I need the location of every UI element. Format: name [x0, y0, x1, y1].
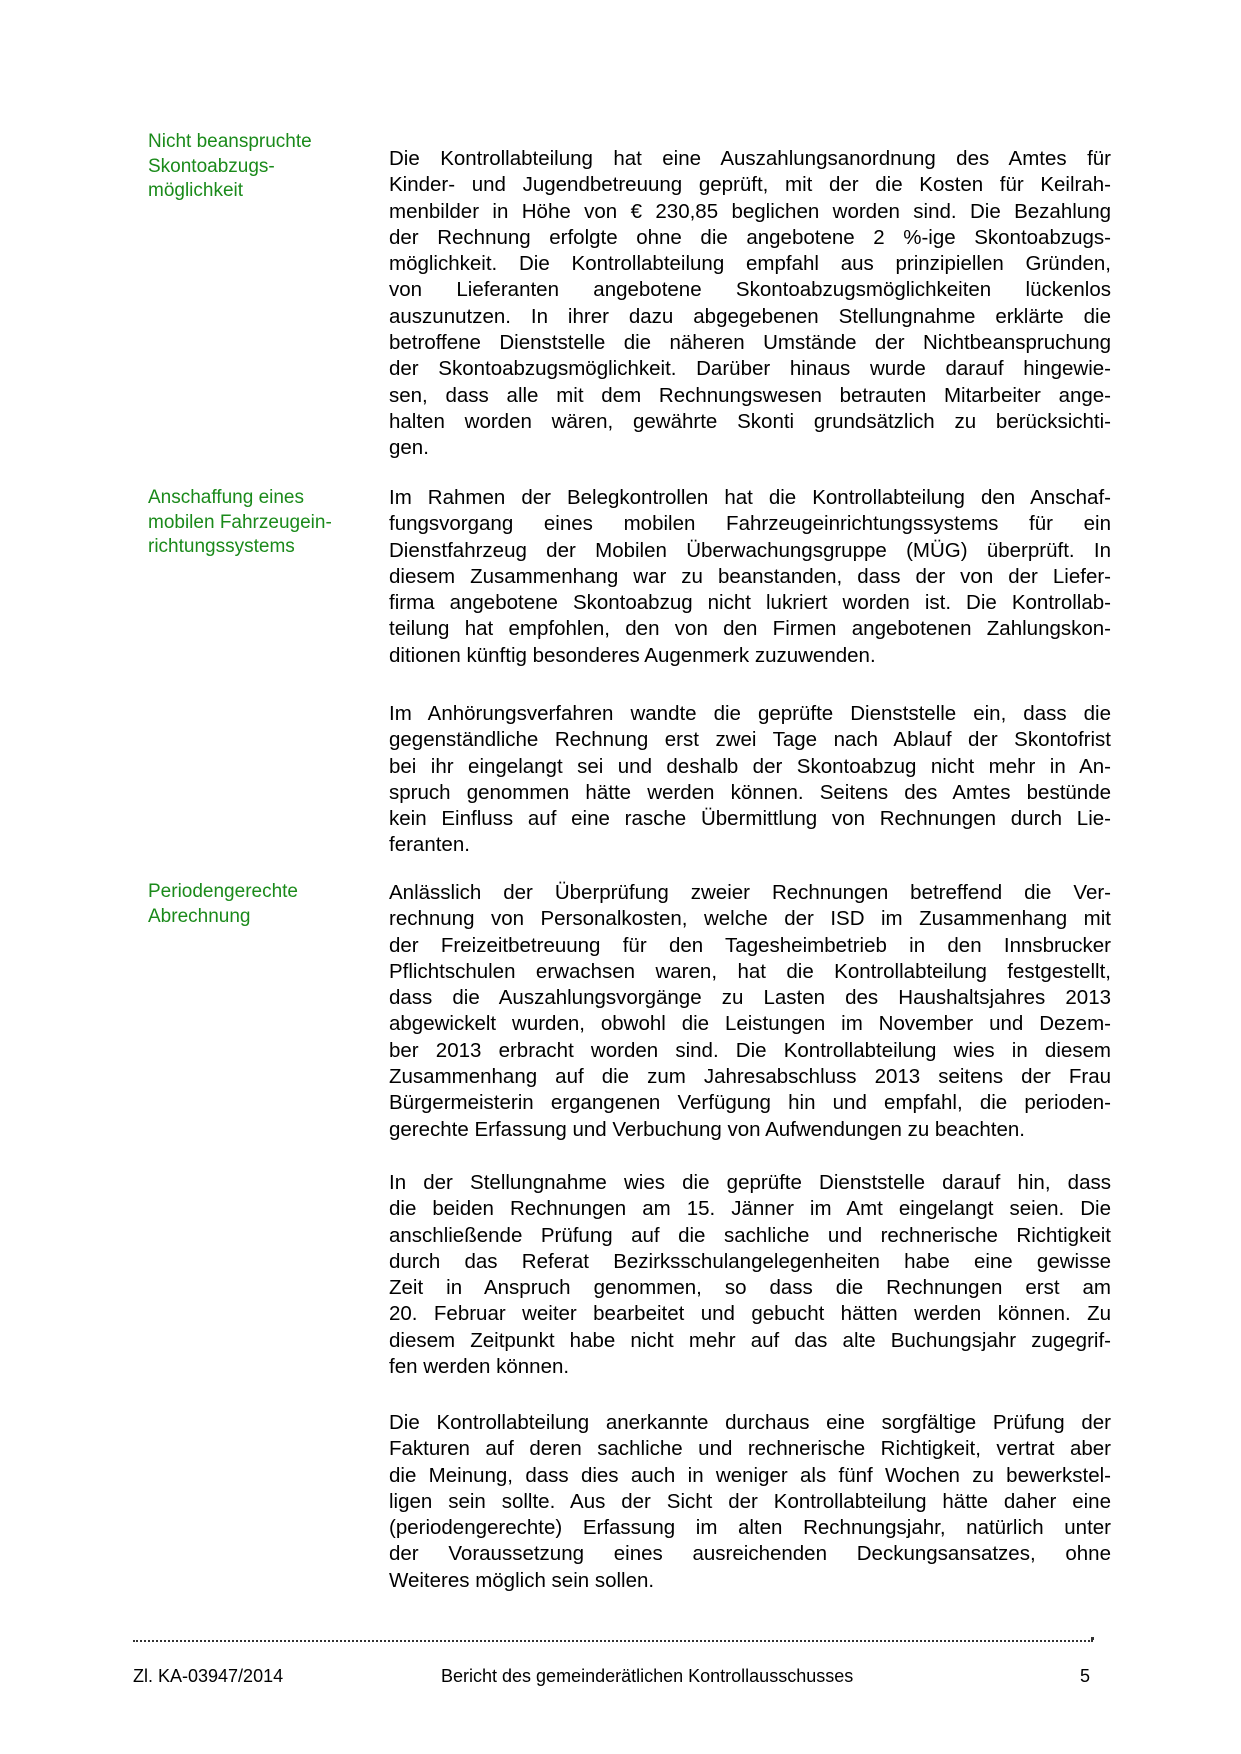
- footer-title: Bericht des gemeinderätlichen Kontrollausschusses: [441, 1666, 854, 1686]
- text-line: der Freizeitbetreuung für den Tagesheimbetrieb in den Innsbrucker: [389, 933, 1111, 957]
- margin-note-line: richtungssystems: [148, 536, 295, 557]
- text-line: fungsvorgang eines mobilen Fahrzeugeinrichtungssystems für ein: [389, 512, 1111, 536]
- paragraph-skonto: [389, 146, 1111, 462]
- paragraph-fahrzeug-1: [389, 485, 1111, 669]
- text-line: ligen sein sollte. Aus der Sicht der Kontrollabteilung hätte daher eine: [389, 1489, 1111, 1513]
- text-line: der Voraussetzung eines ausreichenden Deckungsansatzes, ohne: [389, 1542, 1111, 1566]
- text-line: Kinder- und Jugendbetreuung geprüft, mit der die Kosten für Keilrah-: [389, 173, 1111, 197]
- text-line: fen werden können.: [389, 1355, 570, 1379]
- margin-note-line: Periodengerechte: [148, 881, 298, 902]
- text-line: Pflichtschulen erwachsen waren, hat die Kontrollabteilung festgestellt,: [389, 959, 1111, 983]
- text-line: gen.: [389, 436, 429, 460]
- text-line: betroffene Dienststelle die näheren Umstände der Nichtbeanspruchung: [389, 331, 1111, 355]
- text-line: die Meinung, dass dies auch in weniger als fünf Wochen zu bewerkstel-: [389, 1463, 1111, 1487]
- text-line: diesem Zusammenhang war zu beanstanden, dass der von der Liefer-: [389, 564, 1111, 588]
- text-line: Die Kontrollabteilung anerkannte durchaus eine sorgfältige Prüfung der: [389, 1411, 1111, 1434]
- margin-note-line: mobilen Fahrzeugein-: [148, 511, 332, 533]
- text-line: ditionen künftig besonderes Augenmerk zuzuwenden.: [389, 643, 876, 667]
- text-line: Bürgermeisterin ergangenen Verfügung hin und empfahl, die perioden-: [389, 1091, 1111, 1115]
- text-line: der Rechnung erfolgte ohne die angebotene 2 %-ige Skontoabzugs-: [389, 225, 1111, 249]
- text-line: Zusammenhang auf die zum Jahresabschluss 2013 seitens der Frau: [389, 1065, 1111, 1089]
- text-line: Weiteres möglich sein sollen.: [389, 1568, 655, 1592]
- paragraph-fahrzeug-2: [389, 701, 1111, 859]
- text-line: von Lieferanten angebotene Skontoabzugsmöglichkeiten lückenlos: [389, 278, 1111, 302]
- footer-rule-end-dot: [1091, 1637, 1094, 1640]
- margin-note-line: Anschaffung eines: [148, 487, 304, 508]
- text-line: gegenständliche Rechnung erst zwei Tage nach Ablauf der Skontofrist: [389, 728, 1111, 752]
- text-line: auszunutzen. In ihrer dazu abgegebenen Stellungnahme erklärte die: [389, 304, 1111, 328]
- text-line: Anlässlich der Überprüfung zweier Rechnungen betreffend die Ver-: [389, 881, 1111, 904]
- margin-note-periodengerecht: [148, 880, 358, 929]
- paragraph-periodengerecht-3: [389, 1410, 1111, 1594]
- text-line: diesem Zeitpunkt habe nicht mehr auf das alte Buchungsjahr zugegrif-: [389, 1328, 1111, 1352]
- text-line: rechnung von Personalkosten, welche der ISD im Zusammenhang mit: [389, 907, 1111, 931]
- margin-note-line: Abrechnung: [148, 905, 251, 927]
- text-line: teilung hat empfohlen, den von den Firmen angebotenen Zahlungskon-: [389, 617, 1111, 641]
- text-line: Im Rahmen der Belegkontrollen hat die Kontrollabteilung den Anschaf-: [389, 486, 1111, 509]
- margin-note-line: möglichkeit: [148, 180, 244, 201]
- text-line: Die Kontrollabteilung hat eine Auszahlungsanordnung des Amtes für: [389, 147, 1111, 170]
- margin-note-line: Nicht beanspruchte: [148, 131, 312, 152]
- text-line: Dienstfahrzeug der Mobilen Überwachungsgruppe (MÜG) überprüft. In: [389, 538, 1111, 562]
- text-line: ber 2013 erbracht worden sind. Die Kontrollabteilung wies in diesem: [389, 1038, 1111, 1062]
- text-line: kein Einfluss auf eine rasche Übermittlung von Rechnungen durch Lie-: [389, 807, 1111, 831]
- footer-reference: Zl. KA-03947/2014: [133, 1666, 284, 1686]
- paragraph-periodengerecht-2: [389, 1170, 1111, 1380]
- text-line: sen, dass alle mit dem Rechnungswesen betrauten Mitarbeiter ange-: [389, 383, 1111, 407]
- page-number: 5: [1080, 1666, 1091, 1686]
- text-line: In der Stellungnahme wies die geprüfte Dienststelle darauf hin, dass: [389, 1171, 1111, 1194]
- text-line: 20. Februar weiter bearbeitet und gebucht hätten werden können. Zu: [389, 1302, 1111, 1326]
- text-line: (periodengerechte) Erfassung im alten Rechnungsjahr, natürlich unter: [389, 1516, 1111, 1540]
- footer-dotted-rule: [133, 1640, 1093, 1642]
- text-line: dass die Auszahlungsvorgänge zu Lasten des Haushaltsjahres 2013: [389, 986, 1111, 1010]
- text-line: die beiden Rechnungen am 15. Jänner im Amt eingelangt seien. Die: [389, 1197, 1111, 1221]
- text-line: halten worden wären, gewährte Skonti grundsätzlich zu berücksichti-: [389, 409, 1111, 433]
- text-line: abgewickelt wurden, obwohl die Leistungen im November und Dezem-: [389, 1012, 1111, 1036]
- text-line: Zeit in Anspruch genommen, so dass die Rechnungen erst am: [389, 1276, 1111, 1300]
- margin-note-skonto: [148, 130, 358, 204]
- text-line: spruch genommen hätte werden können. Seitens des Amtes bestünde: [389, 780, 1111, 804]
- text-line: Fakturen auf deren sachliche und rechnerische Richtigkeit, vertrat aber: [389, 1437, 1111, 1461]
- margin-note-line: Skontoabzugs-: [148, 155, 275, 177]
- text-line: der Skontoabzugsmöglichkeit. Darüber hinaus wurde darauf hingewie-: [389, 357, 1111, 381]
- text-line: anschließende Prüfung auf die sachliche und rechnerische Richtigkeit: [389, 1223, 1111, 1247]
- text-line: firma angebotene Skontoabzug nicht lukriert worden ist. Die Kontrollab-: [389, 591, 1111, 615]
- text-line: gerechte Erfassung und Verbuchung von Aufwendungen zu beachten.: [389, 1117, 1025, 1141]
- text-line: feranten.: [389, 833, 470, 857]
- paragraph-periodengerecht-1: [389, 880, 1111, 1143]
- text-line: bei ihr eingelangt sei und deshalb der Skontoabzug nicht mehr in An-: [389, 754, 1111, 778]
- text-line: durch das Referat Bezirksschulangelegenheiten habe eine gewisse: [389, 1249, 1111, 1273]
- margin-note-fahrzeug: [148, 486, 358, 560]
- text-line: möglichkeit. Die Kontrollabteilung empfahl aus prinzipiellen Gründen,: [389, 252, 1111, 276]
- text-line: Im Anhörungsverfahren wandte die geprüfte Dienststelle ein, dass die: [389, 702, 1111, 725]
- text-line: menbilder in Höhe von € 230,85 beglichen worden sind. Die Bezahlung: [389, 199, 1111, 223]
